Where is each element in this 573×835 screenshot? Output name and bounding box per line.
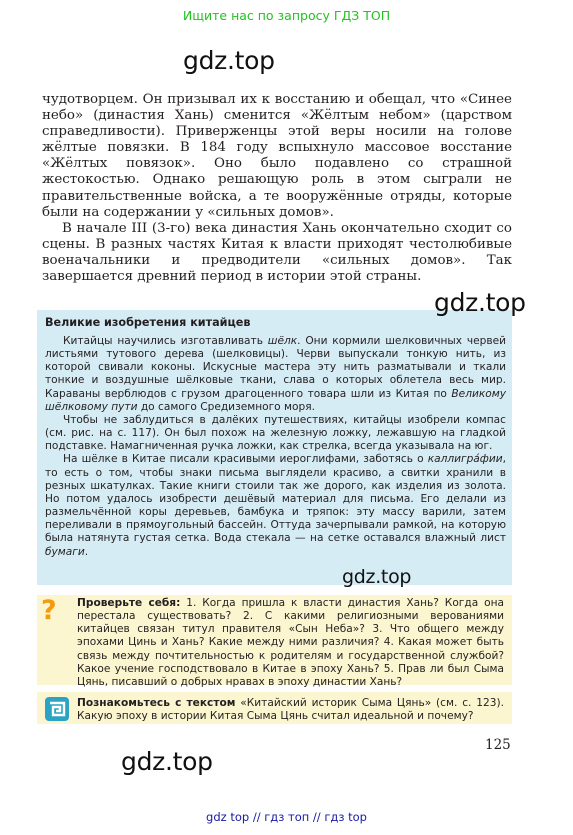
- paragraph: На шёлке в Китае писали красивыми иероглифами, заботясь о каллигра́фии, то есть о том, чтобы знаки письма выглядели красиво, а свитки хранили в резных шкатулках. Такие книги стоили так же дорого, как изделия из золота. Но потом удалось изобрести дешёвый материал для письма. Его делали из размельчённой коры деревьев, бамбука и тряпок: эту массу варили, затем переливали в прямоугольный бассейн. Оттуда зачерпывали рамкой, на которую была натянута густая сетка. Вода стекала — на сетке оставался влажный лист бумаги.: [45, 453, 506, 558]
- review-questions: [37, 595, 512, 688]
- inventions-box: [37, 310, 512, 585]
- paragraph: Чтобы не заблудиться в далёких путешествиях, китайцы изобрели компас (см. рис. на с. 117). Он был похож на железную ложку, лежавшую на гладкой подставке. Намагниченная ручка ложки, как стрелка, всегда указывала на юг.: [45, 413, 506, 453]
- watermark: gdz.top: [434, 288, 526, 317]
- watermark: gdz.top: [183, 46, 275, 75]
- paragraph: Китайцы научились изготавливать шёлк. Они кормили шелковичных червей листьями тутового дерева (шелковицы). Черви выпускали тонкую нить, из которой свивали коконы. Искусные мастера эту нить разматывали и ткали тонкие и воздушные шёлковые ткани, слава о которых облетела весь мир. Караваны верблюдов с грузом драгоценного товара шли из Китая по Великому шёлковому пути до самого Средиземного моря.: [45, 335, 506, 413]
- question-mark-icon: ?: [41, 595, 57, 626]
- reading-assignment: [37, 692, 512, 724]
- watermark: gdz.top: [342, 566, 412, 588]
- questions-text: Проверьте себя: 1. Когда пришла к власти династия Хань? Когда она перестала существовать? 2. С какими религиозными верованиями китайцев связан титул правителя «Сын Неба»? 3. Что общего между эпохами Цинь и Хань? Какие между ними различия? 4. Какая может быть связь между почтительностью к родителям и государственной службой? Какое учение господствовало в Китае в эпоху Хань? 5. Прав ли был Сыма Цянь, писавший о добрых нравах в эпоху династии Хань?: [77, 597, 504, 688]
- page-number: 125: [485, 737, 511, 753]
- box-title: Великие изобретения китайцев: [45, 316, 251, 329]
- search-banner[interactable]: Ищите нас по запросу ГДЗ ТОП: [182, 8, 391, 23]
- paragraph: чудотворцем. Он призывал их к восстанию и обещал, что «Синее небо» (династия Хань) сменится «Жёлтым небом» (царством справедливости). Приверженцы этой веры носили на голове жёлтые повязки. В 184 году вспыхнуло массовое восстание «Жёлтых повязок». Оно было подавлено со страшной жестокостью. Однако решающую роль в этом сыграли не правительственные войска, а те вооружённые отряды, которые были на содержании у «сильных домов».: [42, 92, 512, 220]
- paragraph: В начале III (3-го) века династия Хань окончательно сходит со сцены. В разных частях Китая к власти приходят честолюбивые военачальники и предводители «сильных домов». Так завершается древний период в истории этой страны.: [42, 220, 512, 285]
- box-text: [45, 335, 506, 559]
- main-text: [42, 92, 512, 285]
- text-spiral-icon: [45, 697, 69, 721]
- assignment-text: Познакомьтесь с текстом «Китайский историк Сыма Цянь» (см. с. 123). Какую эпоху в истории Китая Сыма Цянь считал идеальной и почему?: [77, 697, 504, 723]
- footer-links[interactable]: gdz top // гдз топ // гдз top: [206, 810, 367, 824]
- watermark: gdz.top: [121, 747, 213, 776]
